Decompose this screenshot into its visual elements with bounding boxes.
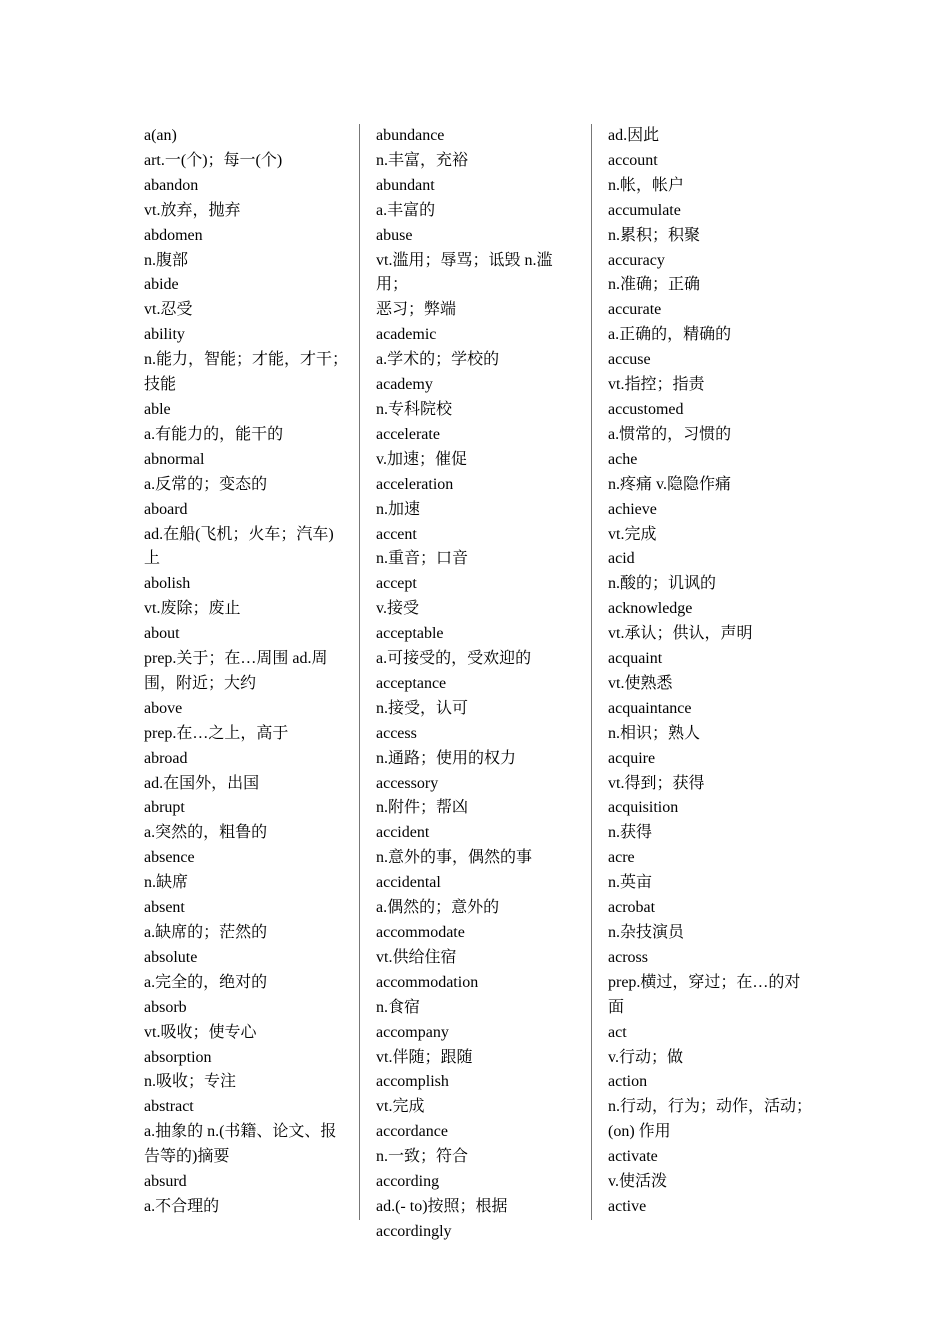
vocab-line: acceptable <box>376 625 444 643</box>
vocab-line: v.接受 <box>376 600 419 618</box>
vocab-line: (on) 作用 <box>608 1123 671 1141</box>
vocab-line: n.疼痛 v.隐隐作痛 <box>608 475 731 493</box>
vocab-line: absurd <box>144 1173 187 1191</box>
vocab-line: a.正确的，精确的 <box>608 326 732 344</box>
vocab-line: a.惯常的，习惯的 <box>608 425 732 443</box>
vocab-line: abide <box>144 276 179 294</box>
vocab-line: about <box>144 625 180 643</box>
vocab-line: n.附件；帮凶 <box>376 799 469 817</box>
vocab-line: accuse <box>608 351 651 369</box>
vocab-line: able <box>144 400 171 418</box>
vocab-line: a(an) <box>144 127 177 144</box>
vocab-line: absent <box>144 899 185 917</box>
vocab-line: abuse <box>376 226 413 244</box>
vocab-line: n.加速 <box>376 500 421 518</box>
vocab-line: access <box>376 724 417 742</box>
vocab-line: n.通路；使用的权力 <box>376 749 517 767</box>
vocab-line: absolute <box>144 948 198 966</box>
vocab-line: abrupt <box>144 799 185 817</box>
vocab-line: vt.供给住宿 <box>376 948 457 966</box>
vocab-line: vt.吸收；使专心 <box>144 1023 257 1041</box>
vocab-line: acre <box>608 849 635 867</box>
vocab-line: art.一(个)；每一(个) <box>144 151 283 169</box>
vocab-line: across <box>608 948 648 966</box>
vocab-line: accumulate <box>608 201 681 219</box>
vocab-line: accessory <box>376 774 439 792</box>
vocab-line: n.接受，认可 <box>376 699 469 717</box>
vocab-line: accurate <box>608 301 662 319</box>
vocab-line: a.缺席的；茫然的 <box>144 924 268 941</box>
vocab-line: a.可接受的，受欢迎的 <box>376 650 532 668</box>
vocab-line: accidental <box>376 874 441 892</box>
vocab-line: acquaintance <box>608 699 692 717</box>
vocab-line: academy <box>376 376 433 394</box>
vocab-line: a.突然的，粗鲁的 <box>144 824 268 842</box>
vocab-line: abdomen <box>144 226 203 244</box>
vocab-line: ad.在船(飞机；火车；汽车) <box>144 525 334 543</box>
vocab-line: aboard <box>144 500 188 518</box>
vocab-line: accompany <box>376 1023 449 1041</box>
vocab-line: n.吸收；专注 <box>144 1073 237 1091</box>
vocab-line: above <box>144 699 183 717</box>
vocab-line: absorb <box>144 998 187 1016</box>
vocab-line: a.抽象的 n.(书籍、论文、报 <box>144 1123 337 1141</box>
vocab-line: n.杂技演员 <box>608 924 685 941</box>
vocab-line: accordingly <box>376 1222 452 1240</box>
vocab-line: vt.忍受 <box>144 301 193 319</box>
vocab-line: academic <box>376 326 437 344</box>
vocab-line: ad.在国外，出国 <box>144 774 260 792</box>
vocab-line: n.专科院校 <box>376 400 453 418</box>
vocab-line: n.获得 <box>608 824 653 842</box>
column-3 <box>608 124 813 1220</box>
vocab-line: 上 <box>144 550 161 568</box>
vocab-line: vt.放弃，抛弃 <box>144 201 241 219</box>
vocab-line: act <box>608 1023 627 1041</box>
vocab-line: accommodation <box>376 973 479 991</box>
vocab-line: accordance <box>376 1123 448 1141</box>
vocab-line: acrobat <box>608 899 656 917</box>
vocab-line: n.行动，行为；动作，活动； <box>608 1098 813 1116</box>
vocab-line: abundance <box>376 127 445 144</box>
vocab-line: 告等的)摘要 <box>144 1148 230 1166</box>
vocab-line: ad.(- to)按照；根据 <box>376 1197 508 1215</box>
vocab-line: 技能 <box>144 376 177 394</box>
vocab-line: a.丰富的 <box>376 201 436 219</box>
vocab-line: n.重音；口音 <box>376 550 469 568</box>
vocab-line: n.帐，帐户 <box>608 176 685 194</box>
vocab-line: acid <box>608 550 635 568</box>
vocab-line: n.意外的事，偶然的事 <box>376 849 533 867</box>
vocab-line: v.行动；做 <box>608 1048 683 1066</box>
vocab-line: accident <box>376 824 430 842</box>
vocab-line: v.使活泼 <box>608 1173 667 1191</box>
vocab-line: ache <box>608 450 638 468</box>
vocab-line: a.不合理的 <box>144 1197 220 1215</box>
vocab-line: accent <box>376 525 417 543</box>
vocab-line: accommodate <box>376 924 465 941</box>
vocab-line: acceptance <box>376 674 447 692</box>
vocab-line: active <box>608 1197 647 1215</box>
vocab-line: acquire <box>608 749 656 767</box>
column-divider-1 <box>359 124 360 1220</box>
vocab-line: abnormal <box>144 450 205 468</box>
vocab-line: vt.得到；获得 <box>608 774 705 792</box>
vocab-line: n.准确；正确 <box>608 276 701 294</box>
vocab-line: accuracy <box>608 251 665 269</box>
vocab-line: acquisition <box>608 799 679 817</box>
vocab-line: n.累积；积聚 <box>608 226 701 244</box>
column-divider-2 <box>591 124 592 1220</box>
vocab-line: accept <box>376 575 417 593</box>
vocab-line: n.缺席 <box>144 874 189 892</box>
vocab-line: a.有能力的，能干的 <box>144 425 284 443</box>
vocab-line: v.加速；催促 <box>376 450 467 468</box>
vocab-line: n.一致；符合 <box>376 1148 469 1166</box>
vocab-line: absence <box>144 849 195 867</box>
vocab-line: acknowledge <box>608 600 693 618</box>
vocab-line: 恶习；弊端 <box>376 301 457 319</box>
vocab-line: a.反常的；变态的 <box>144 475 268 493</box>
vocab-line: accomplish <box>376 1073 449 1091</box>
vocab-line: accelerate <box>376 425 440 443</box>
vocab-line: vt.承认；供认，声明 <box>608 625 753 643</box>
vocab-line: abandon <box>144 176 199 194</box>
vocab-line: vt.完成 <box>608 525 657 543</box>
vocab-line: a.学术的；学校的 <box>376 351 500 369</box>
vocab-line: abundant <box>376 176 435 194</box>
column-1 <box>144 124 349 1220</box>
vocab-line: account <box>608 151 658 169</box>
vocab-line: a.完全的，绝对的 <box>144 973 268 991</box>
vocab-line: prep.横过，穿过；在…的对 <box>608 973 801 991</box>
vocab-line: abolish <box>144 575 191 593</box>
vocab-line: abstract <box>144 1098 194 1116</box>
vocab-line: prep.在…之上，高于 <box>144 724 289 742</box>
vocab-line: according <box>376 1173 440 1191</box>
vocab-line: n.丰富，充裕 <box>376 151 469 169</box>
vocab-line: activate <box>608 1148 658 1166</box>
vocab-line: acquaint <box>608 650 663 668</box>
vocab-line: vt.滥用；辱骂；诋毁 n.滥用； <box>376 251 553 294</box>
vocab-line: vt.使熟悉 <box>608 674 673 692</box>
vocab-line: vt.完成 <box>376 1098 425 1116</box>
vocab-line: n.英亩 <box>608 874 653 892</box>
vocab-line: 围，附近；大约 <box>144 674 257 692</box>
vocab-line: ability <box>144 326 185 344</box>
vocab-line: achieve <box>608 500 657 518</box>
vocab-line: n.相识；熟人 <box>608 724 701 742</box>
vocab-line: prep.关于；在…周围 ad.周 <box>144 650 328 668</box>
vocab-line: vt.伴随；跟随 <box>376 1048 473 1066</box>
vocab-line: abroad <box>144 749 188 767</box>
vocab-line: n.食宿 <box>376 998 421 1016</box>
vocab-line: n.腹部 <box>144 251 189 269</box>
column-2 <box>376 124 581 1245</box>
vocab-line: 面 <box>608 998 625 1016</box>
vocab-line: acceleration <box>376 475 454 493</box>
vocab-line: n.能力，智能；才能，才干； <box>144 351 349 369</box>
vocab-line: vt.废除；废止 <box>144 600 241 618</box>
vocab-line: vt.指控；指责 <box>608 376 705 394</box>
vocab-line: accustomed <box>608 400 684 418</box>
vocab-line: n.酸的；讥讽的 <box>608 575 717 593</box>
vocab-line: a.偶然的；意外的 <box>376 899 500 917</box>
vocab-line: ad.因此 <box>608 127 660 144</box>
vocab-line: absorption <box>144 1048 212 1066</box>
vocab-line: action <box>608 1073 648 1091</box>
